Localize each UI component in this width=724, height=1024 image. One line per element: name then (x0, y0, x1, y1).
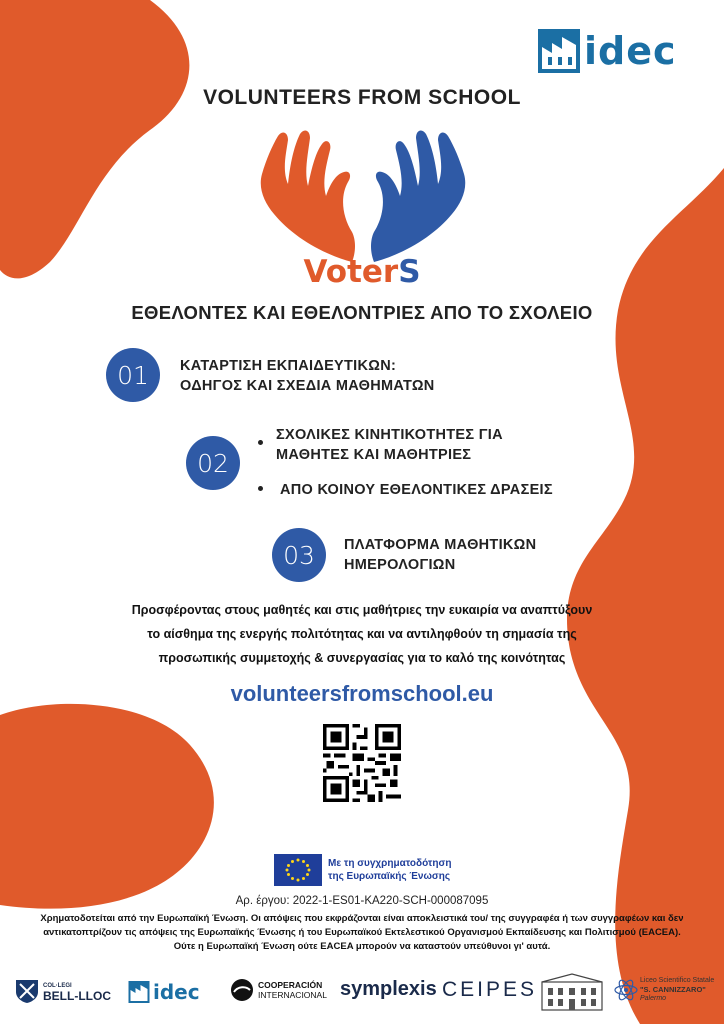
bullet-2 (258, 486, 263, 491)
cooperacion-line-1: COOPERACIÓN (258, 980, 323, 990)
item-3-line-2: ΗΜΕΡΟΛΟΓΙΩΝ (344, 557, 456, 573)
partner-symplexis: symplexis (340, 978, 437, 1000)
eu-line-1: Με τη συγχρηματοδότηση (328, 858, 452, 869)
liceo-atom-icon (614, 978, 638, 1002)
bell-lloc-shield-icon (14, 978, 40, 1004)
bell-lloc-small: COL·LEGI (43, 983, 72, 989)
item-2-bullet-1-line-2: ΜΑΘΗΤΕΣ ΚΑΙ ΜΑΘΗΤΡΙΕΣ (276, 447, 472, 463)
school-building-icon (540, 972, 604, 1012)
idec-logo (538, 26, 690, 76)
eu-cofunded-text (328, 857, 451, 883)
item-2-bullet-1 (276, 425, 503, 465)
paragraph-line-3: προσωπικής συμμετοχής & συνεργασίας για το καλό της κοινότητας (158, 651, 566, 665)
description-paragraph (80, 598, 644, 670)
hands-icon (252, 124, 474, 264)
eu-line-2: της Ευρωπαϊκής Ένωσης (328, 871, 451, 882)
idec-small-mark-icon (128, 981, 150, 1003)
paragraph-line-2: το αίσθημα της ενεργής πολιτότητας και να αντιληφθούν τη σημασία της (147, 627, 577, 641)
item-number-1: 01 (106, 348, 160, 402)
idec-logo-text: idec (584, 29, 677, 73)
cooperacion-globe-icon (230, 978, 254, 1002)
liceo-line-2: "S. CANNIZZARO" (640, 985, 706, 994)
item-2-bullet-1-line-1: ΣΧΟΛΙΚΕΣ ΚΙΝΗΤΙΚΟΤΗΤΕΣ ΓΙΑ (276, 427, 503, 443)
idec-small-text: idec (153, 980, 200, 1004)
headline: ΕΘΕΛΟΝΤΕΣ ΚΑΙ ΕΘΕΛΟΝΤΡΙΕΣ ΑΠΟ ΤΟ ΣΧΟΛΕΙΟ (131, 302, 593, 323)
eu-cofunded-badge (274, 854, 466, 886)
voters-logo-part2: S (398, 254, 421, 290)
idec-mark-icon (538, 29, 580, 73)
partner-idec (128, 980, 200, 1004)
partner-liceo (614, 976, 714, 1003)
item-3-text (344, 535, 536, 575)
disclaimer: Χρηματοδοτείται από την Ευρωπαϊκή Ένωση. Οι απόψεις που εκφράζονται είναι αποκλειστικά του/ της συγγραφέα ή των συγγραφέων και δεν αντικατοπτρίζουν τις απόψεις της Ευρωπαϊκής Ένωσης ή του Ευρωπαϊκού Εκτελεστικού Οργανισμού Εκπαίδευσης και Πολιτισμού (EACEA). Ούτε η Ευρωπαϊκή Ένωση ούτε EACEA μπορούν να καταστούν υπεύθυνοι γι' αυτά. (40, 913, 684, 952)
eu-flag-icon (274, 854, 322, 886)
item-number-2: 02 (186, 436, 240, 490)
project-number: Αρ. έργου: 2022-1-ES01-KA220-SCH-000087095 (235, 895, 489, 907)
partner-ceipes: CEIPES (442, 978, 538, 1001)
item-1-line-1: ΚΑΤΑΡΤΙΣΗ ΕΚΠΑΙΔΕΥΤΙΚΩΝ: (180, 358, 397, 374)
partner-bell-lloc (14, 978, 111, 1004)
liceo-line-3: Palermo (640, 995, 667, 1002)
cooperacion-line-2: INTERNACIONAL (258, 990, 327, 1000)
item-3-line-1: ΠΛΑΤΦΟΡΜΑ ΜΑΘΗΤΙΚΩΝ (344, 537, 537, 553)
qr-code-icon[interactable] (323, 724, 401, 802)
website-link[interactable]: volunteersfromschool.eu (230, 681, 494, 706)
bell-lloc-name: BELL-LLOC (43, 989, 111, 1003)
liceo-line-1: Liceo Scientifico Statale (640, 977, 715, 984)
item-number-3: 03 (272, 528, 326, 582)
partner-cooperacion (230, 978, 327, 1002)
voters-logo-part1: Voter (303, 254, 399, 290)
partner-logos (0, 968, 724, 1018)
bullet-1 (258, 440, 263, 445)
item-2-bullet-2: ΑΠΟ ΚΟΙΝΟΥ ΕΘΕΛΟΝΤΙΚΕΣ ΔΡΑΣΕΙΣ (280, 482, 553, 498)
item-1-line-2: ΟΔΗΓΟΣ ΚΑΙ ΣΧΕΔΙΑ ΜΑΘΗΜΑΤΩΝ (180, 378, 435, 394)
poster-title: VOLUNTEERS FROM SCHOOL (203, 86, 521, 109)
voters-logo-text (0, 254, 724, 290)
item-1-text (180, 356, 435, 396)
paragraph-line-1: Προσφέροντας στους μαθητές και στις μαθήτριες την ευκαιρία να αναπτύξουν (131, 603, 593, 617)
